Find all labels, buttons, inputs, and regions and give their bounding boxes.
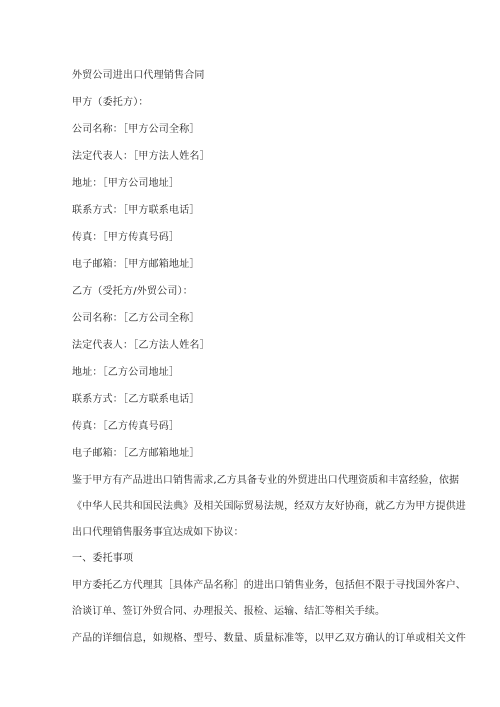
preamble-line: 《中华人民共和国民法典》及相关国际贸易法规，经双方友好协商，就乙方为甲方提供进 bbox=[72, 501, 466, 512]
preamble-line: 鉴于甲方有产品进出口销售需求,乙方具备专业的外贸进出口代理资质和丰富经验，依据 bbox=[72, 475, 460, 486]
section-1-paragraph-line: 甲方委托乙方代理其［具体产品名称］的进出口销售业务，包括但不限于寻找国外客户、 bbox=[72, 580, 466, 591]
section-1-heading: 一、委托事项 bbox=[72, 553, 134, 564]
party-b-email: 电子邮箱：［乙方邮箱地址］ bbox=[72, 448, 200, 459]
party-a-heading: 甲方（委托方）： bbox=[72, 97, 149, 108]
party-a-fax: 传真：［甲方传真号码］ bbox=[72, 232, 180, 243]
party-a-company: 公司名称：［甲方公司全称］ bbox=[72, 124, 200, 135]
party-a-contact: 联系方式：［甲方联系电话］ bbox=[72, 205, 200, 216]
party-b-fax: 传真：［乙方传真号码］ bbox=[72, 421, 180, 432]
section-1-paragraph-line: 产品的详细信息，如规格、型号、数量、质量标准等，以甲乙双方确认的订单或相关文件 bbox=[72, 633, 466, 644]
party-a-email: 电子邮箱：［甲方邮箱地址］ bbox=[72, 259, 200, 270]
preamble-line: 出口代理销售服务事宜达成如下协议： bbox=[72, 527, 244, 538]
party-b-company: 公司名称：［乙方公司全称］ bbox=[72, 313, 200, 324]
party-a-address: 地址：［甲方公司地址］ bbox=[72, 178, 180, 189]
party-b-heading: 乙方（受托方/外贸公司）： bbox=[72, 286, 193, 297]
party-b-contact: 联系方式：［乙方联系电话］ bbox=[72, 394, 200, 405]
section-1-paragraph-line: 洽谈订单、签订外贸合同、办理报关、报检、运输、结汇等相关手续。 bbox=[72, 606, 386, 617]
party-a-representative: 法定代表人：［甲方法人姓名］ bbox=[72, 151, 210, 162]
document-title: 外贸公司进出口代理销售合同 bbox=[72, 70, 205, 81]
party-b-representative: 法定代表人：［乙方法人姓名］ bbox=[72, 340, 210, 351]
party-b-address: 地址：［乙方公司地址］ bbox=[72, 367, 180, 378]
